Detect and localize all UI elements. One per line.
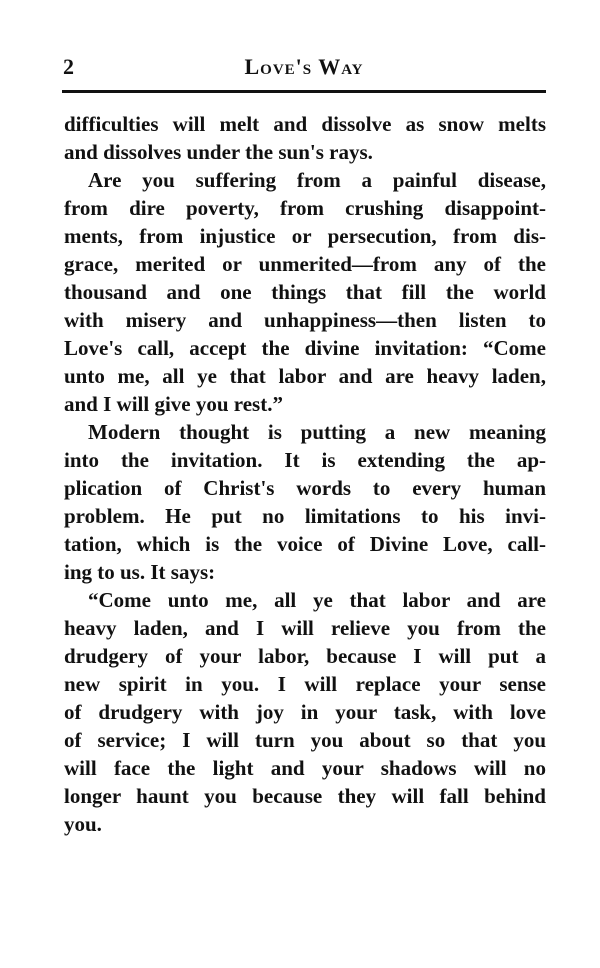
text-line: and dissolves under the sun's rays.	[64, 140, 373, 164]
text-line: with misery and unhappiness—then listen to	[64, 308, 546, 332]
text-line: will face the light and your shadows will no	[64, 756, 546, 780]
page-body-text	[64, 110, 546, 838]
text-line: Modern thought is putting a new meaning	[88, 420, 546, 444]
text-line: tation, which is the voice of Divine Love, call-	[64, 532, 546, 556]
text-line: thousand and one things that fill the world	[64, 280, 546, 304]
text-line: heavy laden, and I will relieve you from the	[64, 616, 546, 640]
text-line: into the invitation. It is extending the ap-	[64, 448, 546, 472]
text-line: difficulties will melt and dissolve as snow melts	[64, 112, 546, 136]
text-line: of drudgery with joy in your task, with love	[64, 700, 546, 724]
page-number: 2	[63, 54, 74, 79]
text-line: you.	[64, 812, 102, 836]
text-line: ments, from injustice or persecution, from dis-	[64, 224, 546, 248]
page-header	[63, 54, 545, 84]
text-line: grace, merited or unmerited—from any of the	[64, 252, 546, 276]
text-line: ing to us. It says:	[64, 560, 216, 584]
running-title: Love's Way	[244, 54, 364, 79]
text-line: new spirit in you. I will replace your sense	[64, 672, 546, 696]
text-line: drudgery of your labor, because I will put a	[64, 644, 546, 668]
text-line: plication of Christ's words to every human	[64, 476, 546, 500]
text-line: Are you suffering from a painful disease,	[88, 168, 546, 192]
text-line: longer haunt you because they will fall behind	[64, 784, 546, 808]
text-line: and I will give you rest.”	[64, 392, 283, 416]
text-line: unto me, all ye that labor and are heavy laden,	[64, 364, 546, 388]
header-rule	[62, 90, 546, 93]
text-line: of service; I will turn you about so that you	[64, 728, 546, 752]
text-line: from dire poverty, from crushing disappoint-	[64, 196, 546, 220]
text-line: problem. He put no limitations to his invi-	[64, 504, 546, 528]
text-line: Love's call, accept the divine invitation: “Come	[64, 336, 546, 360]
text-line: “Come unto me, all ye that labor and are	[88, 588, 546, 612]
